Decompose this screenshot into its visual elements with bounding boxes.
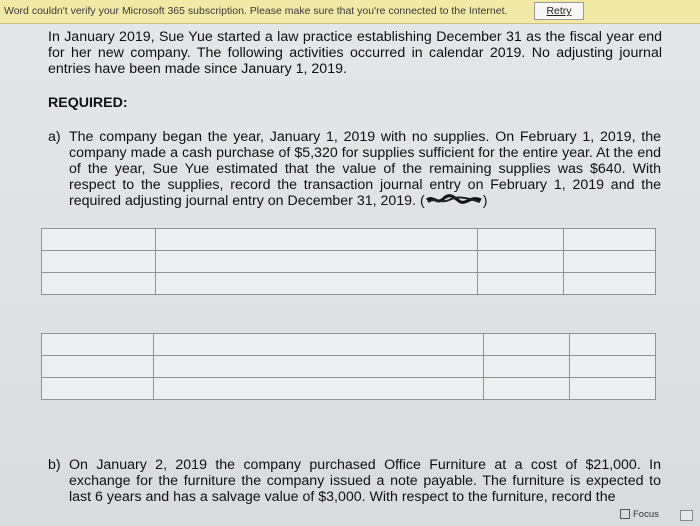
focus-icon bbox=[620, 509, 630, 519]
table-cell[interactable] bbox=[42, 251, 156, 273]
table-cell[interactable] bbox=[564, 251, 656, 273]
print-layout-icon[interactable] bbox=[680, 510, 693, 521]
table-cell[interactable] bbox=[156, 273, 478, 295]
table-row bbox=[42, 356, 656, 378]
table-cell[interactable] bbox=[564, 273, 656, 295]
table-cell[interactable] bbox=[42, 273, 156, 295]
table-row bbox=[42, 251, 656, 273]
intro-paragraph: In January 2019, Sue Yue started a law practice establishing December 31 as the fiscal year end for her new company. The following activities occurred in calendar 2019. No adjusting journal entries have been made since January 1, 2019. bbox=[48, 29, 662, 77]
table-cell[interactable] bbox=[42, 229, 156, 251]
table-cell[interactable] bbox=[484, 334, 570, 356]
table-cell[interactable] bbox=[478, 251, 564, 273]
table-cell[interactable] bbox=[156, 251, 478, 273]
question-a-paren-close: ) bbox=[482, 193, 488, 209]
table-cell[interactable] bbox=[42, 378, 154, 400]
table-cell[interactable] bbox=[154, 378, 484, 400]
table-cell[interactable] bbox=[478, 273, 564, 295]
table-cell[interactable] bbox=[570, 334, 656, 356]
journal-entry-table-1 bbox=[41, 228, 656, 295]
focus-mode-button[interactable] bbox=[620, 509, 659, 523]
question-a-text: The company began the year, January 1, 2019 with no supplies. On February 1, 2019, the company made a cash purchase of $5,320 for supplies sufficient for the entire year. At the end of the year, Sue Yue estimated that the value of the remaining supplies was $640. With respect to the supplies, record the transaction journal entry on February 1, 2019 and the required adjusting journal entry on December 31, 2019. bbox=[69, 129, 661, 209]
question-a-paren-open: ( bbox=[419, 193, 425, 209]
table-cell[interactable] bbox=[478, 229, 564, 251]
table-row bbox=[42, 229, 656, 251]
question-a-body bbox=[69, 129, 661, 209]
scribble-redaction bbox=[425, 194, 483, 206]
banner-message: Word couldn't verify your Microsoft 365 subscription. Please make sure that you're connected to the Internet. bbox=[4, 5, 508, 17]
question-b-marker: b) bbox=[48, 457, 61, 473]
table-cell[interactable] bbox=[154, 356, 484, 378]
table-cell[interactable] bbox=[484, 356, 570, 378]
subscription-warning-banner bbox=[0, 0, 700, 24]
table-cell[interactable] bbox=[156, 229, 478, 251]
table-row bbox=[42, 273, 656, 295]
table-cell[interactable] bbox=[154, 334, 484, 356]
table-cell[interactable] bbox=[570, 356, 656, 378]
table-cell[interactable] bbox=[570, 378, 656, 400]
required-heading: REQUIRED: bbox=[48, 95, 128, 111]
table-cell[interactable] bbox=[42, 356, 154, 378]
table-cell[interactable] bbox=[564, 229, 656, 251]
question-a-marker: a) bbox=[48, 129, 61, 145]
table-row bbox=[42, 378, 656, 400]
retry-button[interactable]: Retry bbox=[534, 2, 584, 20]
table-cell[interactable] bbox=[42, 334, 154, 356]
table-cell[interactable] bbox=[484, 378, 570, 400]
table-row bbox=[42, 334, 656, 356]
focus-label: Focus bbox=[633, 509, 659, 520]
journal-entry-table-2 bbox=[41, 333, 656, 400]
question-b-body: On January 2, 2019 the company purchased Office Furniture at a cost of $21,000. In exchange for the furniture the company issued a note payable. The furniture is expected to last 6 years and has a salvage value of $3,000. With respect to the furniture, record the bbox=[69, 457, 661, 505]
